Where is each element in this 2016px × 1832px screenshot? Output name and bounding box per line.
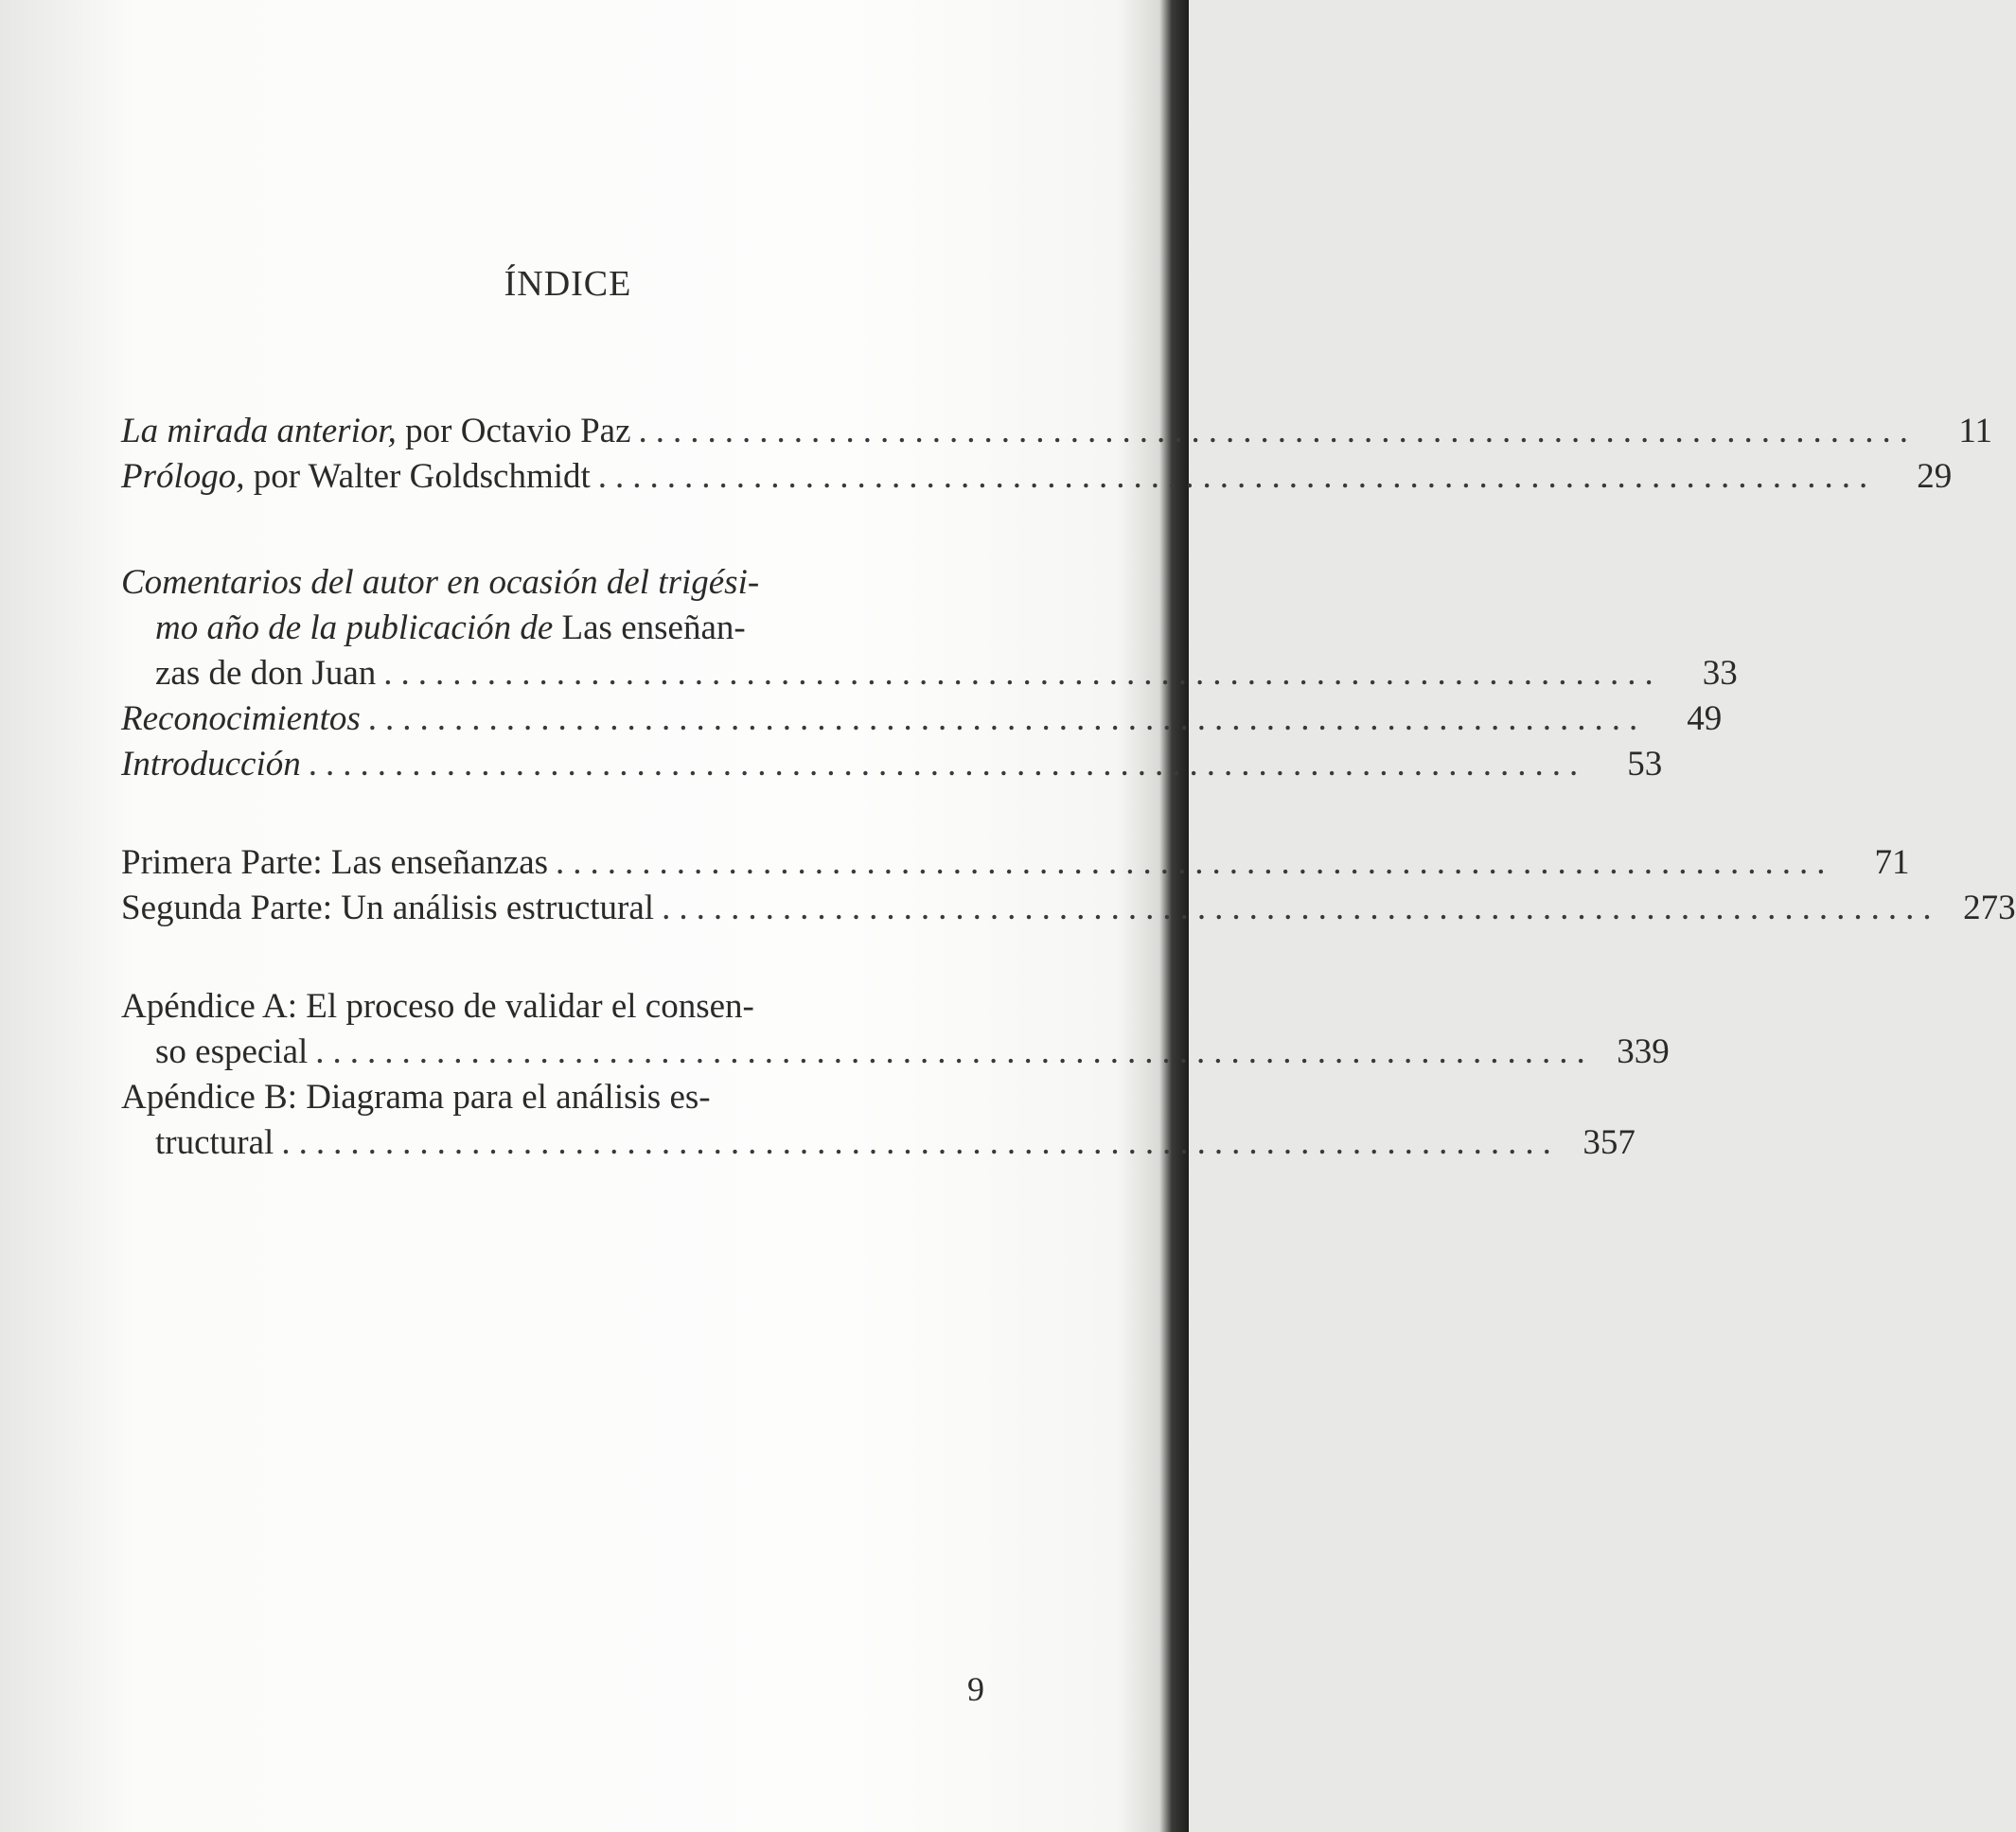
toc-entry-title: Primera Parte: Las enseñanzas — [121, 843, 549, 882]
toc-page-number: 71 — [1874, 843, 1910, 882]
toc-page-number: 33 — [1702, 654, 1738, 693]
toc-entry-reconocimientos — [121, 696, 1723, 742]
dot-leader: .......................................................................... — [597, 457, 1877, 496]
dot-leader: .......................................................................... — [367, 699, 1647, 738]
toc-entry-title: Prólogo, por Walter Goldschmidt — [121, 457, 591, 496]
toc-page-number: 49 — [1687, 699, 1723, 738]
page-title: ÍNDICE — [504, 264, 632, 304]
table-of-contents — [121, 409, 2016, 1166]
toc-page-number: 273 — [1963, 889, 2016, 927]
toc-entry-introduccion — [121, 742, 1663, 787]
toc-entry-prologo — [121, 454, 1953, 500]
toc-entry-mirada-anterior — [121, 409, 1993, 454]
toc-entry-line: mo año de la publicación de Las enseñan- — [155, 608, 746, 647]
dot-leader: .......................................................................... — [662, 889, 1940, 927]
toc-entry-line: Apéndice A: El proceso de validar el consen- — [121, 987, 754, 1026]
toc-page-number: 357 — [1583, 1123, 1636, 1162]
toc-entry-line: Comentarios del autor en ocasión del trigési- — [121, 563, 760, 602]
toc-page-number: 29 — [1917, 457, 1953, 496]
dot-leader: .......................................................................... — [383, 654, 1662, 693]
toc-entry-line: tructural — [155, 1123, 274, 1162]
dot-leader: .......................................................................... — [638, 412, 1918, 450]
dot-leader: .......................................................................... — [315, 1032, 1594, 1071]
dot-leader: .......................................................................... — [281, 1123, 1560, 1162]
toc-entry-title: Introducción — [121, 745, 301, 784]
toc-entry-title: Segunda Parte: Un análisis estructural — [121, 889, 655, 927]
toc-entry-apendice-b — [121, 1075, 1636, 1166]
toc-entry-primera-parte — [121, 840, 1910, 886]
toc-page-number: 339 — [1617, 1032, 1670, 1071]
dot-leader: .......................................................................... — [556, 843, 1834, 882]
toc-entry-segunda-parte — [121, 886, 2016, 931]
toc-entry-apendice-a — [121, 984, 1670, 1075]
toc-entry-title: La mirada anterior, por Octavio Paz — [121, 412, 631, 450]
toc-page-number: 11 — [1958, 412, 1993, 450]
toc-entry-title: Reconocimientos — [121, 699, 361, 738]
toc-entry-line: Apéndice B: Diagrama para el análisis es- — [121, 1078, 711, 1117]
toc-page-number: 53 — [1627, 745, 1663, 784]
toc-entry-line: so especial — [155, 1032, 309, 1071]
toc-entry-comentarios — [121, 560, 1738, 696]
toc-entry-line: zas de don Juan — [155, 654, 377, 693]
page-number-folio: 9 — [967, 1670, 984, 1708]
dot-leader: .......................................................................... — [308, 745, 1587, 784]
